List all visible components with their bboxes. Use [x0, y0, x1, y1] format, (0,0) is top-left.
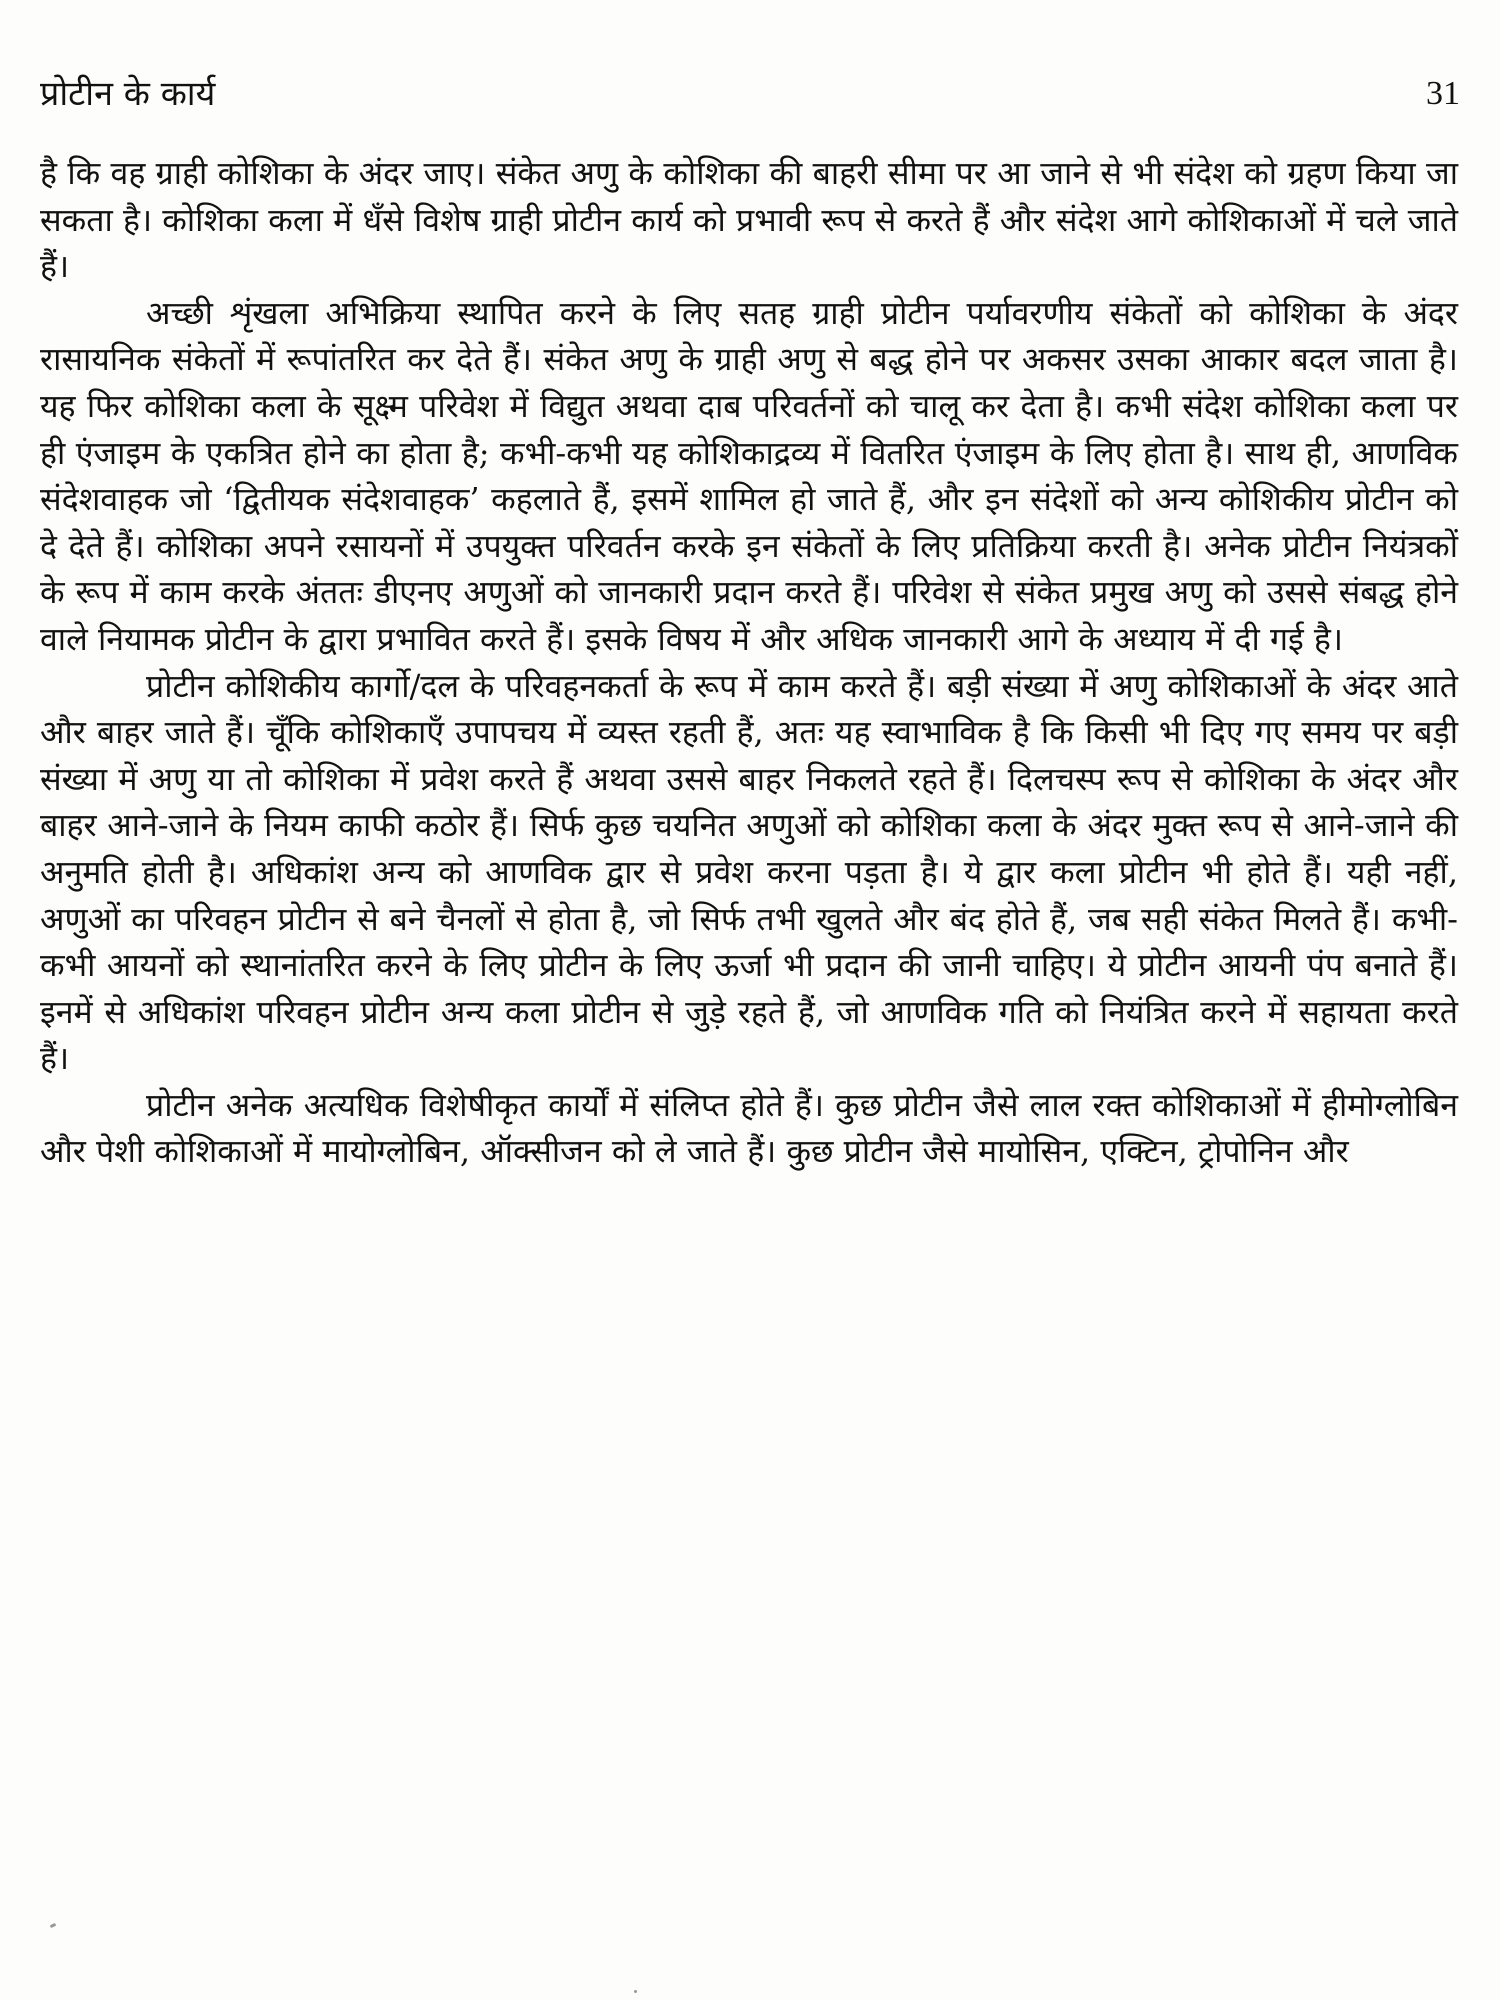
paragraph-transport-proteins: प्रोटीन कोशिकीय कार्गो/दल के परिवहनकर्ता के रूप में काम करते हैं। बड़ी संख्या में अणु कोशिकाओं के अंदर आते और बाहर जाते हैं। चूँकि कोशिकाएँ उपापचय में व्यस्त रहती हैं, अतः यह स्वाभाविक है कि किसी भी दिए गए समय पर बड़ी संख्या में अणु या तो कोशिका में प्रवेश करते हैं अथवा उससे बाहर निकलते रहते हैं। दिलचस्प रूप से कोशिका के अंदर और बाहर आने-जाने के नियम काफी कठोर हैं। सिर्फ कुछ चयनित अणुओं को कोशिका कला के अंदर मुक्त रूप से आने-जाने की अनुमति होती है। अधिकांश अन्य को आणविक द्वार से प्रवेश करना पड़ता है। ये द्वार कला प्रोटीन भी होते हैं। यही नहीं, अणुओं का परिवहन प्रोटीन से बने चैनलों से होता है, जो सिर्फ तभी खुलते और बंद होते हैं, जब सही संकेत मिलते हैं। कभी-कभी आयनों को स्थानांतरित करने के लिए प्रोटीन के लिए ऊर्जा भी प्रदान की जानी चाहिए। ये प्रोटीन आयनी पंप बनाते हैं। इनमें से अधिकांश परिवहन प्रोटीन अन्य कला प्रोटीन से जुड़े रहते हैं, जो आणविक गति को नियंत्रित करने में सहायता करते हैं।: [40, 666, 1458, 1078]
chapter-title: प्रोटीन के कार्य: [40, 74, 216, 114]
running-header: [40, 72, 1460, 122]
scan-speck: [50, 1923, 57, 1928]
scan-speck: [634, 1990, 637, 1993]
paragraph-specialized-functions: प्रोटीन अनेक अत्यधिक विशेषीकृत कार्यों में संलिप्त होते हैं। कुछ प्रोटीन जैसे लाल रक्त कोशिकाओं में हीमोग्लोबिन और पेशी कोशिकाओं में मायोग्लोबिन, ऑक्सीजन को ले जाते हैं। कुछ प्रोटीन जैसे मायोसिन, एक्टिन, ट्रोपोनिन और: [40, 1085, 1458, 1171]
paragraph-signal-transduction: अच्छी शृंखला अभिक्रिया स्थापित करने के लिए सतह ग्राही प्रोटीन पर्यावरणीय संकेतों को कोशिका के अंदर रासायनिक संकेतों में रूपांतरित कर देते हैं। संकेत अणु के ग्राही अणु से बद्ध होने पर अकसर उसका आकार बदल जाता है। यह फिर कोशिका कला के सूक्ष्म परिवेश में विद्युत अथवा दाब परिवर्तनों को चालू कर देता है। कभी संदेश कोशिका कला पर ही एंजाइम के एकत्रित होने का होता है; कभी-कभी यह कोशिकाद्रव्य में वितरित एंजाइम के लिए होता है। साथ ही, आणविक संदेशवाहक जो ‘द्वितीयक संदेशवाहक’ कहलाते हैं, इसमें शामिल हो जाते हैं, और इन संदेशों को अन्य कोशिकीय प्रोटीन को दे देते हैं। कोशिका अपने रसायनों में उपयुक्त परिवर्तन करके इन संकेतों के लिए प्रतिक्रिया करती है। अनेक प्रोटीन नियंत्रकों के रूप में काम करके अंततः डीएनए अणुओं को जानकारी प्रदान करते हैं। परिवेश से संकेत प्रमुख अणु को उससे संबद्ध होने वाले नियामक प्रोटीन के द्वारा प्रभावित करते हैं। इसके विषय में और अधिक जानकारी आगे के अध्याय में दी गई है।: [40, 293, 1458, 658]
paragraph-continuation: है कि वह ग्राही कोशिका के अंदर जाए। संकेत अणु के कोशिका की बाहरी सीमा पर आ जाने से भी संदेश को ग्रहण किया जा सकता है। कोशिका कला में धँसे विशेष ग्राही प्रोटीन कार्य को प्रभावी रूप से करते हैं और संदेश आगे कोशिकाओं में चले जाते हैं।: [40, 154, 1458, 286]
page-number: 31: [1426, 75, 1460, 112]
body-text: [40, 150, 1458, 1175]
